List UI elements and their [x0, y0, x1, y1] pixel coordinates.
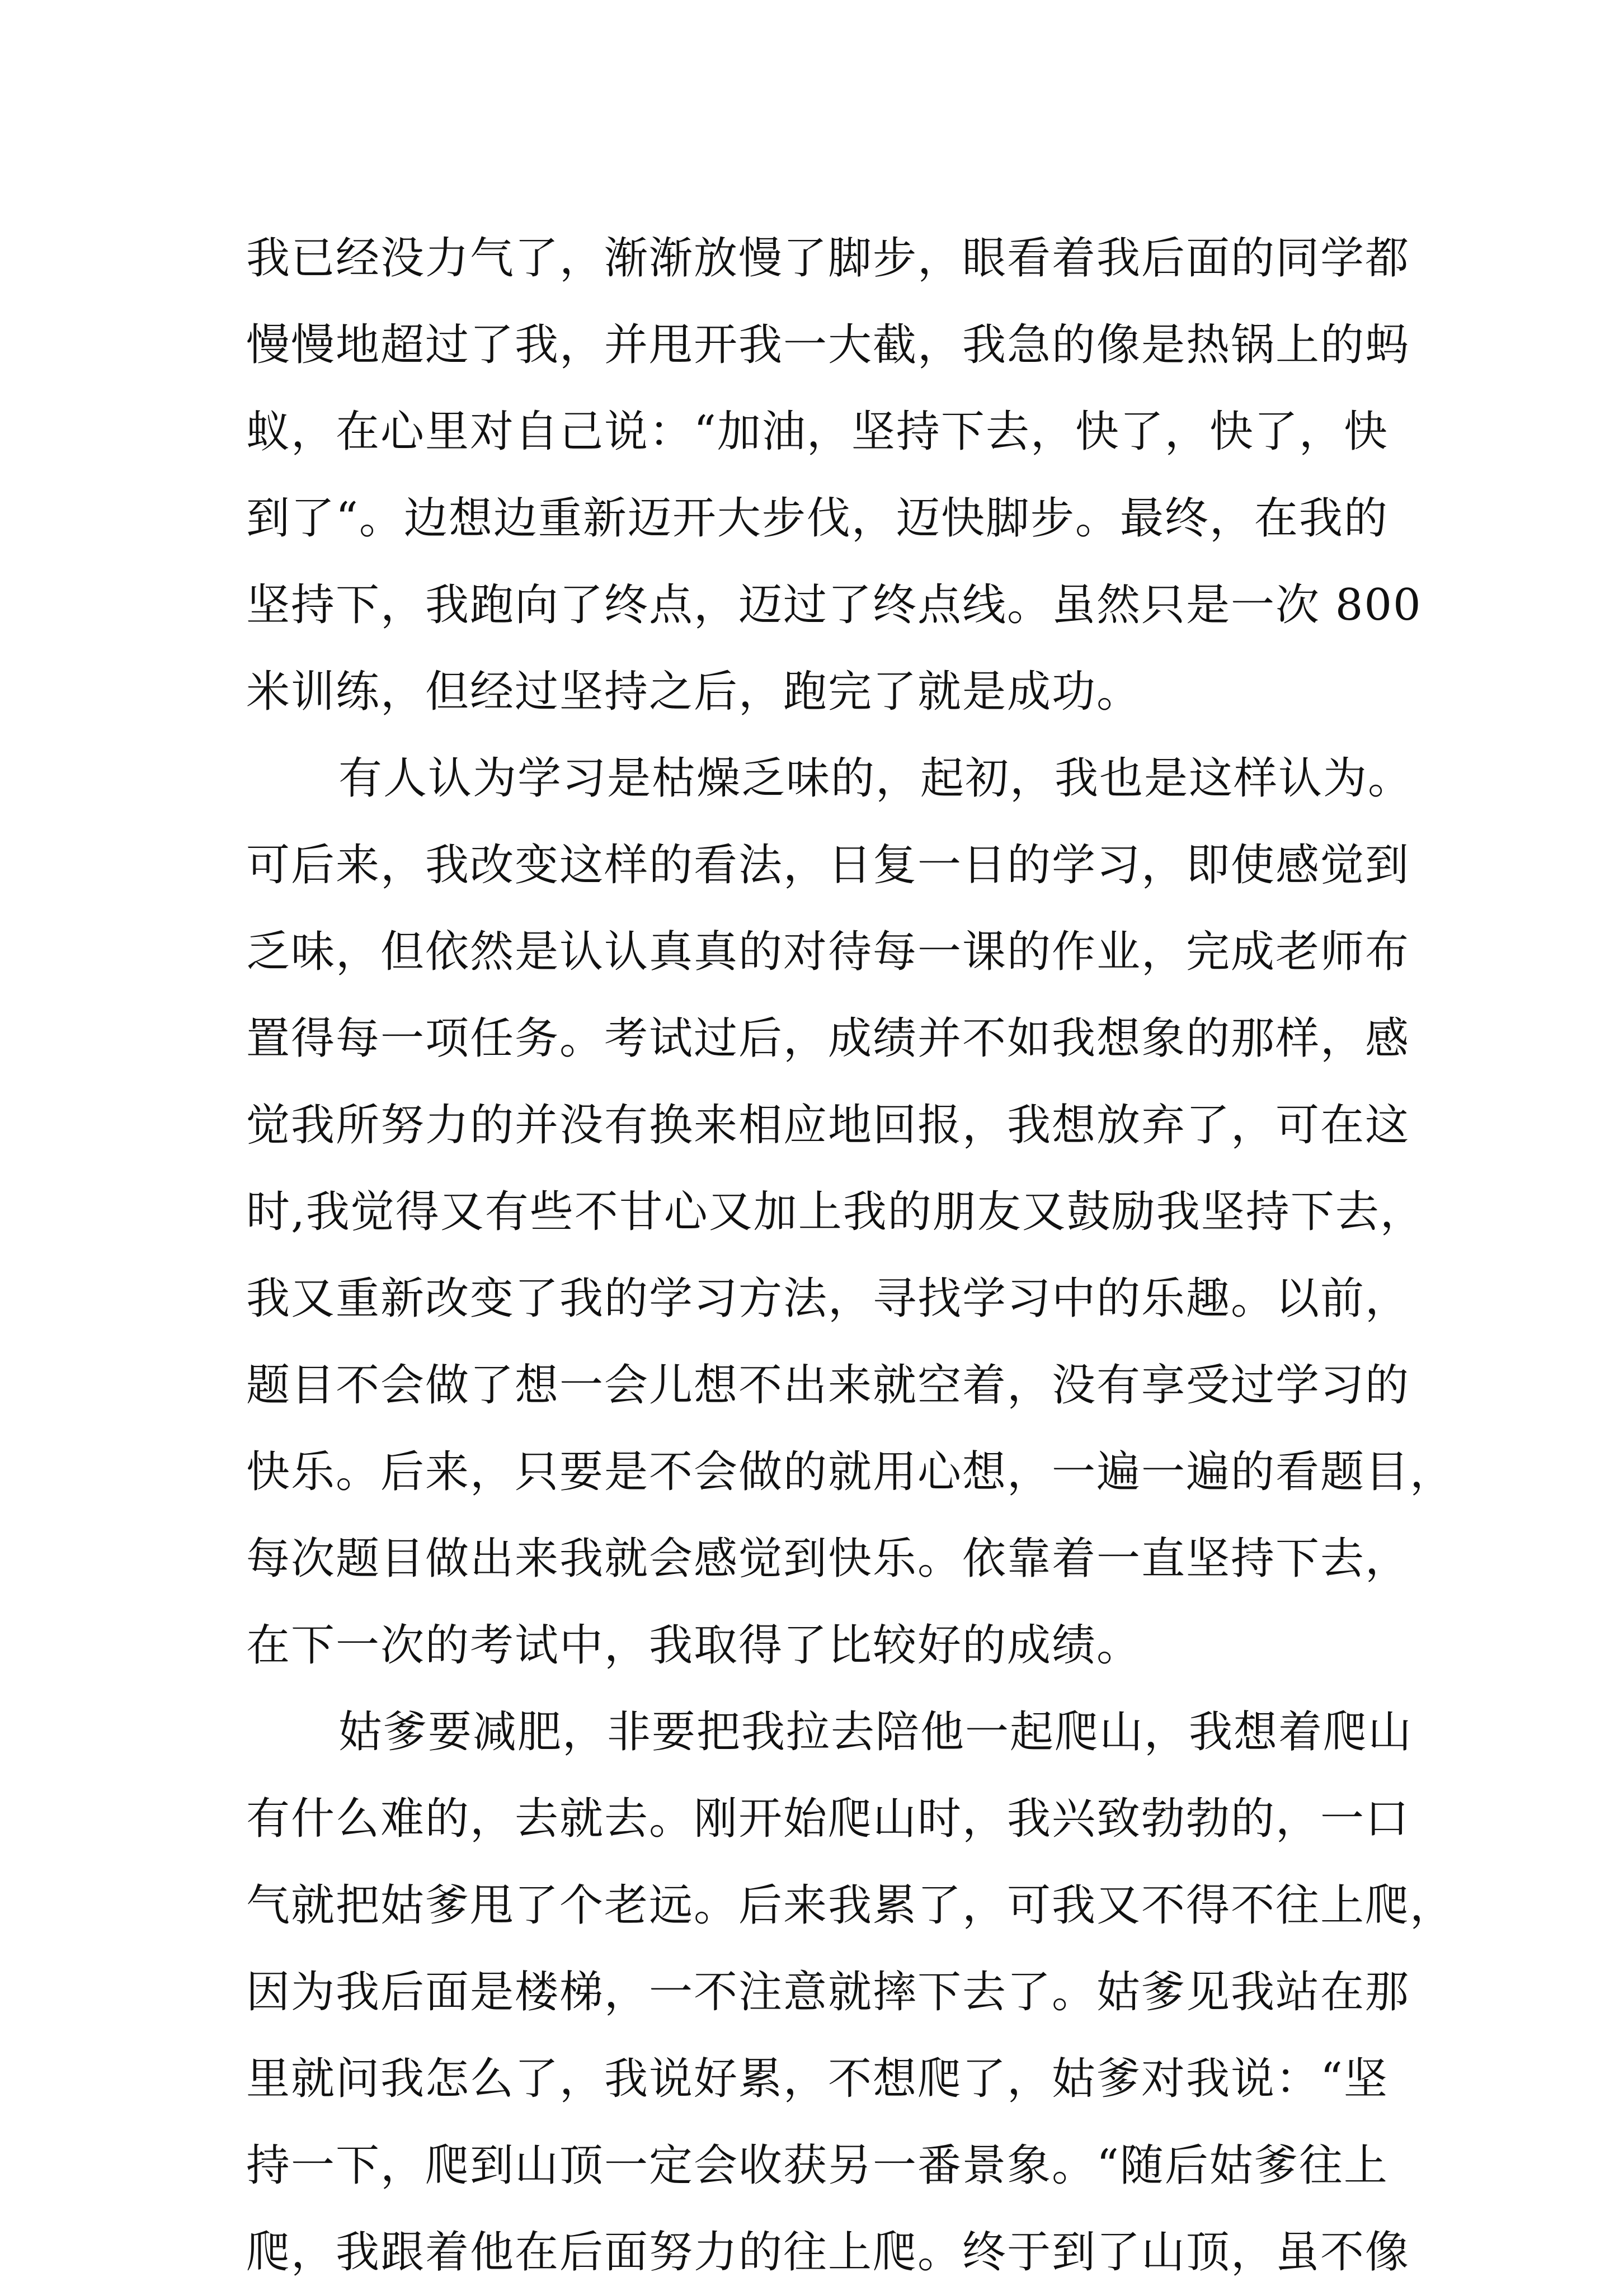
text-line: 蚁，在心里对自己说：“加油，坚持下去，快了，快了，快 [246, 407, 1389, 457]
text-line: 爬，我跟着他在后面努力的往上爬。终于到了山顶，虽不像 [246, 2227, 1410, 2278]
text-line: 米训练，但经过坚持之后，跑完了就是成功。 [246, 667, 1142, 717]
text-line: 坚持下，我跑向了终点，迈过了终点线。虽然只是一次 800 [246, 580, 1422, 630]
text-line: 气就把姑爹甩了个老远。后来我累了，可我又不得不往上爬， [246, 1880, 1455, 1931]
text-line: 到了“。边想边重新迈开大步伐，迈快脚步。最终，在我的 [246, 493, 1389, 544]
text-line: 时,我觉得又有些不甘心又加上我的朋友又鼓励我坚持下去， [246, 1187, 1425, 1237]
text-line: 我已经没力气了，渐渐放慢了脚步，眼看着我后面的同学都 [246, 233, 1410, 284]
text-line: 慢慢地超过了我，并甩开我一大截，我急的像是热锅上的蚂 [246, 320, 1410, 370]
text-line: 题目不会做了想一会儿想不出来就空着，没有享受过学习的 [246, 1360, 1410, 1411]
text-line: 每次题目做出来我就会感觉到快乐。依靠着一直坚持下去， [246, 1534, 1410, 1584]
text-line: 可后来，我改变这样的看法，日复一日的学习，即使感觉到 [246, 840, 1410, 890]
text-line: 因为我后面是楼梯，一不注意就摔下去了。姑爹见我站在那 [246, 1967, 1410, 2017]
body-text [246, 215, 1455, 2296]
text-line: 觉我所努力的并没有换来相应地回报，我想放弃了，可在这 [246, 1100, 1410, 1151]
text-line: 乏味，但依然是认认真真的对待每一课的作业，完成老师布 [246, 927, 1410, 977]
paragraph-first-line: 姑爹要减肥，非要把我拉去陪他一起爬山，我想着爬山 [338, 1707, 1413, 1757]
text-line: 置得每一项任务。考试过后，成绩并不如我想象的那样，感 [246, 1013, 1410, 1064]
text-line: 有什么难的，去就去。刚开始爬山时，我兴致勃勃的，一口 [246, 1794, 1410, 1844]
text-line: 快乐。后来，只要是不会做的就用心想，一遍一遍的看题目， [246, 1447, 1455, 1497]
text-line: 我又重新改变了我的学习方法，寻找学习中的乐趣。以前， [246, 1274, 1410, 1324]
text-line: 持一下，爬到山顶一定会收获另一番景象。“随后姑爹往上 [246, 2141, 1389, 2191]
text-line: 在下一次的考试中，我取得了比较好的成绩。 [246, 1620, 1142, 1671]
paragraph-first-line: 有人认为学习是枯燥乏味的，起初，我也是这样认为。 [338, 753, 1413, 804]
text-line: 里就问我怎么了，我说好累，不想爬了，姑爹对我说：“坚 [246, 2054, 1389, 2104]
